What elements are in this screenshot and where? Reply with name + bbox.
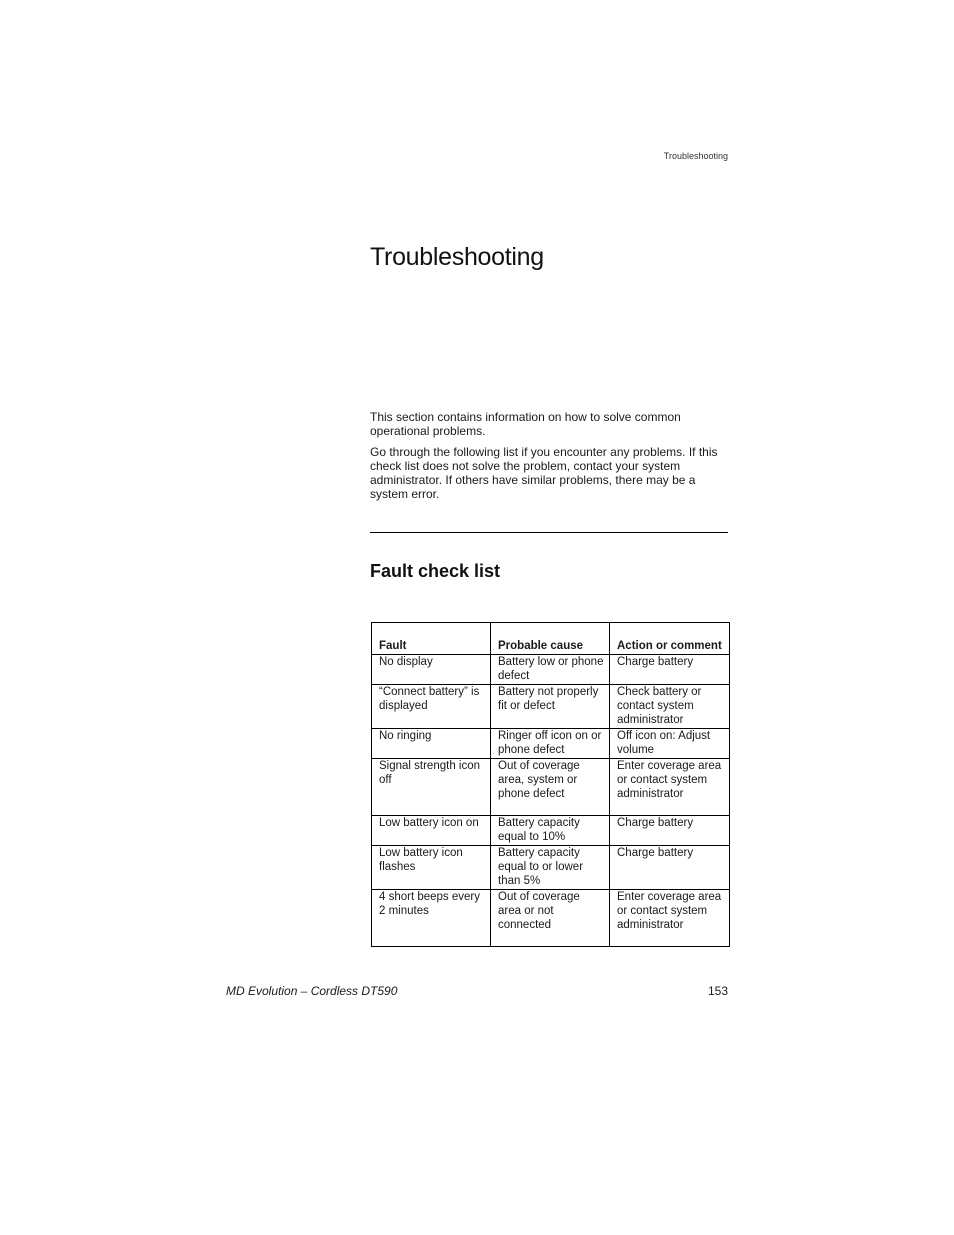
fault-cell: Low battery icon on xyxy=(372,816,491,846)
cause-cell: Out of coverage area, system or phone defect xyxy=(491,759,610,816)
fault-cell: “Connect battery” is displayed xyxy=(372,685,491,729)
cause-cell: Out of coverage area or not connected xyxy=(491,890,610,947)
fault-cell: No ringing xyxy=(372,729,491,759)
column-header-action: Action or comment xyxy=(610,623,730,655)
action-cell: Enter coverage area or contact system administrator xyxy=(610,759,730,816)
page-number: 153 xyxy=(707,984,728,998)
table-row xyxy=(372,759,730,816)
column-header-probable-cause: Probable cause xyxy=(491,623,610,655)
table-row xyxy=(372,655,730,685)
intro-text xyxy=(370,410,728,508)
table-row xyxy=(372,816,730,846)
table-row xyxy=(372,685,730,729)
cause-cell: Battery capacity equal to or lower than 5% xyxy=(491,846,610,890)
action-cell: Off icon on: Adjust volume xyxy=(610,729,730,759)
action-cell: Enter coverage area or contact system administrator xyxy=(610,890,730,947)
table-row xyxy=(372,890,730,947)
fault-cell: No display xyxy=(372,655,491,685)
table-row xyxy=(372,846,730,890)
cause-cell: Ringer off icon on or phone defect xyxy=(491,729,610,759)
table-row xyxy=(372,729,730,759)
fault-cell: 4 short beeps every 2 minutes xyxy=(372,890,491,947)
fault-cell: Signal strength icon off xyxy=(372,759,491,816)
section-divider xyxy=(370,532,728,533)
action-cell: Charge battery xyxy=(610,846,730,890)
table-header-row xyxy=(372,623,730,655)
running-header: Troubleshooting xyxy=(663,151,728,161)
cause-cell: Battery capacity equal to 10% xyxy=(491,816,610,846)
section-title: Fault check list xyxy=(370,561,501,581)
column-header-fault: Fault xyxy=(372,623,491,655)
intro-paragraph: Go through the following list if you encounter any problems. If this check list does not solve the problem, contact your system administrator. If others have similar problems, there may be a system error. xyxy=(370,445,718,501)
action-cell: Check battery or contact system administrator xyxy=(610,685,730,729)
footer-document-title: MD Evolution – Cordless DT590 xyxy=(226,984,398,998)
intro-paragraph: This section contains information on how to solve common operational problems. xyxy=(370,410,681,438)
action-cell: Charge battery xyxy=(610,816,730,846)
page-title: Troubleshooting xyxy=(370,243,544,271)
action-cell: Charge battery xyxy=(610,655,730,685)
fault-cell: Low battery icon flashes xyxy=(372,846,491,890)
fault-check-table xyxy=(371,622,730,947)
cause-cell: Battery low or phone defect xyxy=(491,655,610,685)
cause-cell: Battery not properly fit or defect xyxy=(491,685,610,729)
